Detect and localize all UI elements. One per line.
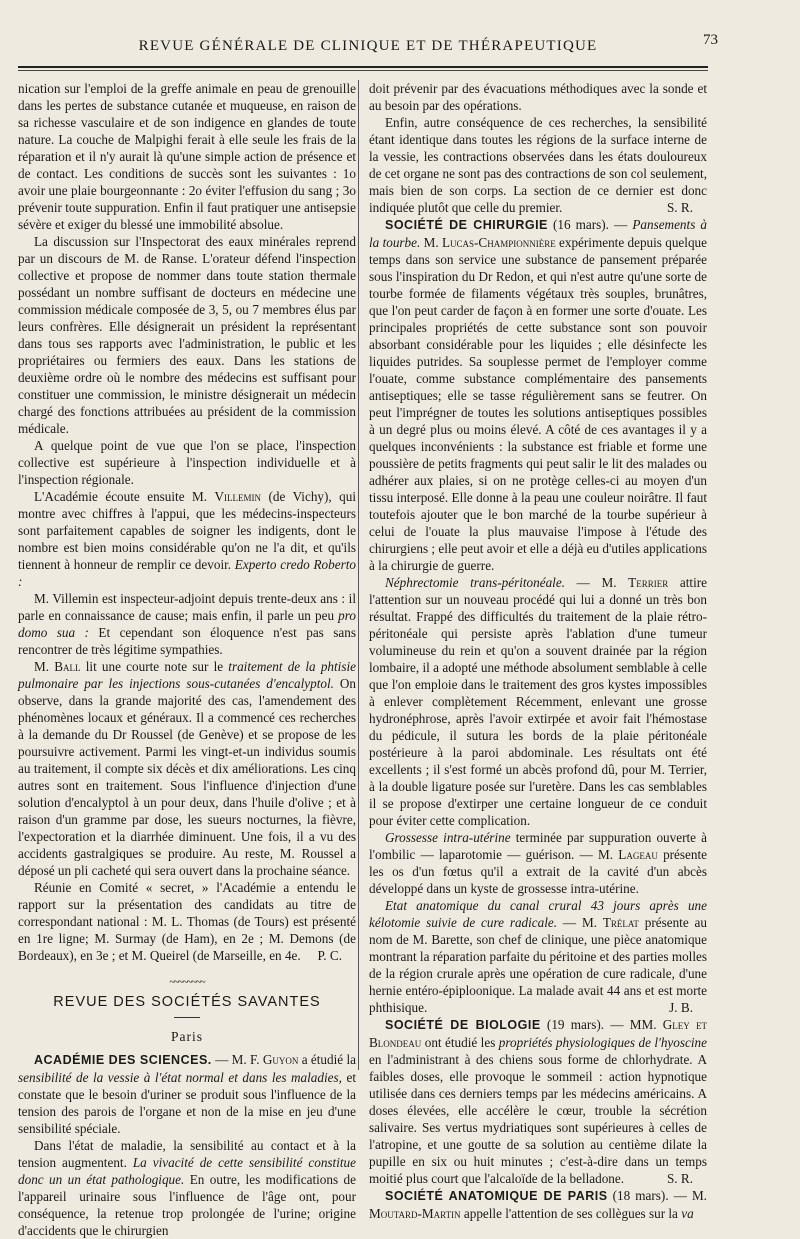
- person-name: Moutard-Martin: [369, 1206, 461, 1221]
- person-name: Lageau: [618, 847, 658, 862]
- page-number: 73: [703, 32, 718, 48]
- author-initials: J. B.: [669, 1000, 693, 1015]
- column-divider: [358, 80, 359, 1070]
- person-name: Gley et Blondeau: [369, 1017, 708, 1050]
- header-rule-thin: [18, 70, 708, 71]
- person-name: Villemin: [214, 489, 262, 504]
- paragraph: M. Villemin est inspecteur-adjoint depuis trente-deux ans : il parle en connaissance de cause; mais enfin, il parle un peu pro domo sua : Et cependant son éloquence n'est pas sans rencontrer de très légitime sympathies.: [18, 591, 356, 657]
- city-heading: Paris: [171, 1029, 203, 1044]
- left-column: [18, 80, 356, 1239]
- page-header: [18, 32, 718, 62]
- paragraph: SOCIÉTÉ DE BIOLOGIE (19 mars). — MM. Gley et Blondeau ont étudié les propriétés physiologiques de l'hyoscine en l'administrant à des chiens sous forme de chlorhydrate. A faibles doses, elle provoque le sommeil : action hypnotique utilisée dans ces derniers temps par les médecins américains. A doses élevées, elle accélère le cœur, trouble la sécrétion salivaire. Ses vertus mydriatiques sont supérieures à celles de l'atropine, et une goutte de sa solution au centième dilate la pupille en six ou huit minutes ; c'est-à-dire dans un temps moitié plus court que l'alcaloïde de la belladone. S. R.: [369, 1017, 708, 1186]
- paragraph: Grossesse intra-utérine terminée par suppuration ouverte à l'ombilic — laparotomie — guérison. — M. Lageau présente les os d'un fœtus qu'il a extrait de la cavité d'un abcès développé dans un kyste de grossesse intra-utérine.: [369, 830, 708, 896]
- header-rule: [18, 66, 708, 68]
- person-name: Trélat: [602, 915, 639, 930]
- ornament-divider: ~~~~~~~~: [169, 977, 205, 988]
- paragraph: Etat anatomique du canal crural 43 jours après une kélotomie suivie de cure radicale. — M. Trélat présente au nom de M. Barette, son chef de clinique, une pièce anatomique montrant la réparation parfaite du péritoine et des parties molles de la région crurale après une opération de cure radicale, d'une hernie entéro-épiploonique. La malade avait 44 ans et est morte phthisique. J. B.: [369, 898, 707, 1015]
- paragraph: Enfin, autre conséquence de ces recherches, la sensibilité étant identique dans toutes les régions de la surface interne de la vessie, les contractions observées dans les états douloureux de cet organe ne sont pas des contractions de son col seulement, mais bien de son corps. La section de ce dernier est donc indiquée plutôt que celle du premier. S. R.: [369, 115, 707, 215]
- person-name: Guyon: [262, 1052, 299, 1067]
- author-initials: S. R.: [666, 1171, 693, 1186]
- section-rule: [174, 1017, 200, 1018]
- paragraph: Dans l'état de maladie, la sensibilité au contact et à la tension augmentent. La vivacité de cette sensibilité constitue donc un un état pathologique. En outre, les modifications de l'appareil urinaire sous l'influence de l'âge ont, pour conséquence, la retenue trop prolongée de l'urine; origine d'accidents que le chirurgien: [18, 1138, 356, 1238]
- running-title: REVUE GÉNÉRALE DE CLINIQUE ET DE THÉRAPEUTIQUE: [138, 38, 598, 54]
- person-name: Terrier: [628, 575, 669, 590]
- author-initials: S. R.: [666, 200, 693, 215]
- society-heading: SOCIÉTÉ ANATOMIQUE DE PARIS: [385, 1189, 608, 1203]
- author-initials: P. C.: [317, 948, 342, 963]
- paragraph: ACADÉMIE DES SCIENCES. — M. F. Guyon a étudié la sensibilité de la vessie à l'état normal et dans les maladies, et constate que le besoin d'uriner se produit sous l'influence de la tension des parois de l'organe et non de la mise en jeu d'une sensibilité spéciale.: [18, 1052, 356, 1136]
- paragraph: doit prévenir par des évacuations méthodiques avec la sonde et au besoin par des opérations.: [369, 81, 707, 113]
- paragraph: M. Ball lit une courte note sur le traitement de la phtisie pulmonaire par les injections sous-cutanées d'encalyptol. On observe, dans la grande majorité des cas, l'amendement des phénomènes locaux et généraux. Il a commencé ces recherches à la demande du Dr Roussel (de Genève) et se propose de les poursuivre activement. Parmi les vingt-et-un individus soumis au traitement, il compte six décès et dix améliorations. Les cinq autres sont en traitement. Sous l'influence d'injection d'une solution d'encalyptol à un pour deux, dans l'huile d'olive ; et à raison d'un gramme par dose, les sueurs nocturnes, la fièvre, l'expectoration et la diarrhée diminuent. Une fois, il a vu des accidents gastralgiques se produire. Au reste, M. Roussel a déposé un pli cacheté qui sera ouvert dans la prochaine séance.: [18, 659, 356, 878]
- paragraph: A quelque point de vue que l'on se place, l'inspection collective est supérieure à l'inspection individuelle et à l'inspection régionale.: [18, 438, 356, 487]
- paragraph: nication sur l'emploi de la greffe animale en peau de grenouille dans les pertes de substance cutanée et muqueuse, en raison de sa richesse vasculaire et de son indigence en glandes de toute nature. La couche de Malpighi ferait à elle seule les frais de la réparation et il n'y aurait là qu'une simple action de présence et de contact. Les conditions de succès sont les suivantes : 1o avoir une plaie bourgeonnante : 2o éviter l'effusion du sang ; 3o prévenir toute suppuration. Enfin il faut pratiquer une antisepsie sévère et exiger du blessé une immobilité absolue.: [18, 81, 357, 232]
- paragraph: Réunie en Comité « secret, » l'Académie a entendu le rapport sur la présentation des candidats au titre de correspondant national : M. L. Thomas (de Tours) est présenté en 1re ligne; M. Surmay (de Ham), en 2e ; M. Demons (de Bordeaux), en 3e ; et M. Queirel (de Marseille, en 4e. P. C.: [18, 880, 356, 963]
- society-heading: SOCIÉTÉ DE BIOLOGIE: [385, 1018, 541, 1032]
- right-column: [369, 80, 707, 1222]
- paragraph: Néphrectomie trans-péritonéale. — M. Terrier attire l'attention sur un nouveau procédé qui lui a donné un très bon résultat. Frappé des difficultés du traitement de la plaie rétro-péritonéale qui persiste après l'ablation d'une tumeur volumineuse du rein et qu'on a souvent drainée par la région lombaire, il a adopté une méthode absolument semblable à celle que l'on emploie dans le traitement des gros kystes impossibles à enlever complètement Récemment, enlevant une grosse hydronéphrose, après l'avoir extirpée et avoir fait l'hémostase du pédicule, il sutura les bords de la plaie péritonéale postérieure à la paroi abdominale. Les résultats ont été excellents ; il s'est formé un abcès profond dû, pour M. Terrier, à la double ligature posée sur l'uretère. Dans les cas semblables il se propose d'extirper une certaine longueur de ce conduit pour éviter cette complication.: [369, 575, 707, 828]
- paragraph: L'Académie écoute ensuite M. Villemin (de Vichy), qui montre avec chiffres à l'appui, que les médecins-inspecteurs sont parfaitement capables de soigner les indigents, dont le nombre est bien moins considérable qu'on ne l'a dit, et qu'ils tiennent à honneur de remplir ce devoir. Experto credo Roberto :: [18, 489, 357, 589]
- society-heading: ACADÉMIE DES SCIENCES.: [34, 1053, 212, 1067]
- paragraph: SOCIÉTÉ ANATOMIQUE DE PARIS (18 mars). — M. Moutard-Martin appelle l'attention de ses collègues sur la va: [369, 1188, 707, 1221]
- section-title: REVUE DES SOCIÉTÉS SAVANTES: [53, 994, 321, 1010]
- paragraph: SOCIÉTÉ DE CHIRURGIE (16 mars). — Pansements à la tourbe. M. Lucas-Championnière expérimente depuis quelque temps dans son service une substance de pansement préparée sous l'inspiration du Dr Redon, et qui n'est autre qu'une sorte de tourbe formée de filaments végétaux très souples, brunâtres, que l'on peut carder de façon à en former une sorte d'ouate. Les principales propriétés de cette substance sont son pouvoir absorbant considérable pour les liquides ; elle désinfecte les liquides putrides. Sa souplesse permet de l'employer comme l'ouate, comme substance complémentaire des pansements antiseptiques; elle se tasse régulièrement sans se feutrer. On peut l'imprégner de toutes les solutions antiseptiques possibles à un degré plus ou moins élevé. A côté de ces avantages il y a quelques inconvénients : la substance est friable et forme une poussière de petits fragments qui peut salir le lit des malades ou adhérer aux plaies, si on ne protège celles-ci au moyen d'un tissu interposé. Elle donne à la peau une couleur noirâtre. Il faut toutefois ajouter que le bon marché de la tourbe supérieur à celui de l'ouate la plus mauvaise l'impose à l'étude des chirurgiens ; elle peut avoir et elle a déjà eu d'utiles applications à la chirurgie de guerre.: [369, 217, 707, 573]
- paragraph: La discussion sur l'Inspectorat des eaux minérales reprend par un discours de M. de Ranse. L'orateur défend l'inspection collective et propose de nommer dans toute station thermale possédant un nombre suffisant de docteurs en médecine une commission médicale composée de 3, 5, ou 7 membres élus par leurs confrères. Elle désignerait un président la représentant dans tous ses rapports avec l'administration, le public et les propriétaires ou fermiers des eaux. Dans les stations de deuxième ordre où le nombre des médecins est suffisant pour constituer une commission, le ministre désignerait un médecin chargé des fonctions attribuées au président de la commission médicale.: [18, 234, 356, 436]
- person-name: Lucas-Championnière: [441, 235, 556, 250]
- society-heading: SOCIÉTÉ DE CHIRURGIE: [385, 218, 548, 232]
- person-name: Ball: [54, 659, 81, 674]
